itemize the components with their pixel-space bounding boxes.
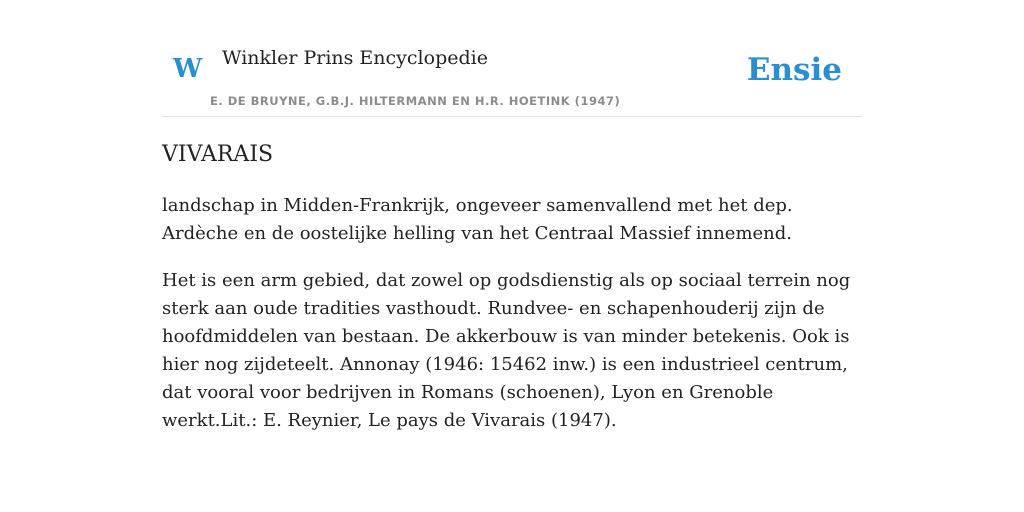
entry-body bbox=[162, 192, 862, 454]
publication-title[interactable]: Winkler Prins Encyclopedie bbox=[222, 47, 488, 69]
publication-authors: E. DE BRUYNE, G.B.J. HILTERMANN EN H.R. HOETINK (1947) bbox=[210, 94, 621, 108]
entry-title: VIVARAIS bbox=[162, 142, 274, 167]
publication-logo[interactable]: W bbox=[173, 54, 203, 84]
entry-paragraph: landschap in Midden-Frankrijk, ongeveer samenvallend met het dep. Ardèche en de oostelijke helling van het Centraal Massief innemend. bbox=[162, 195, 793, 244]
ensie-logo-link[interactable]: Ensie bbox=[746, 52, 842, 88]
entry-paragraph: Het is een arm gebied, dat zowel op godsdienstig als op sociaal terrein nog sterk aan oude tradities vasthoudt. Rundvee- en schapenhouderij zijn de hoofdmiddelen van bestaan. De akkerbouw is van minder betekenis. Ook is hier nog zijdeteelt. Annonay (1946: 15462 inw.) is een industrieel centrum, dat vooral voor bedrijven in Romans (schoenen), Lyon en Grenoble werkt.Lit.: E. Reynier, Le pays de Vivarais (1947). bbox=[162, 270, 851, 431]
source-header bbox=[162, 0, 862, 117]
